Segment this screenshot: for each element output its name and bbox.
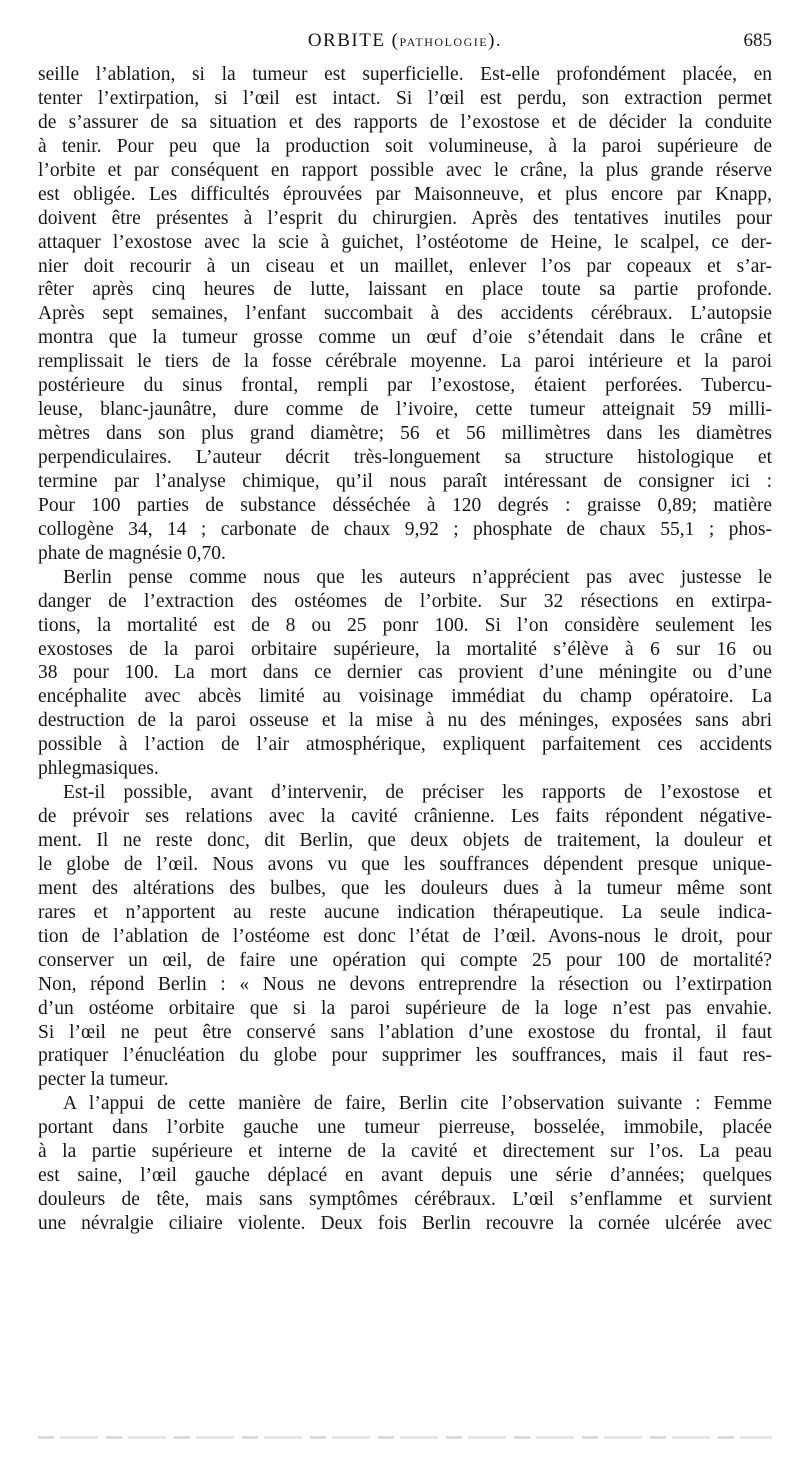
text-line: tion de l’ablation de l’ostéome est donc l’état de l’œil. Avons-nous le droit, pour [38, 925, 772, 947]
text-line: leuse, blanc-jaunâtre, dure comme de l’ivoire, cette tumeur atteignait 59 milli- [38, 399, 772, 421]
text-line: seille l’ablation, si la tumeur est superficielle. Est-elle profondément placée, en [38, 64, 772, 85]
running-header [38, 30, 772, 60]
text-line: termine par l’analyse chimique, qu’il nous paraît intéressant de consigner ici : [38, 470, 772, 492]
text-line: Après sept semaines, l’enfant succombait à des accidents cérébraux. L’autopsie [38, 303, 772, 325]
text-line: postérieure du sinus frontal, rempli par l’exostose, étaient perforées. Tubercu- [38, 375, 772, 397]
running-title-main: ORBITE ( [307, 30, 400, 51]
text-line: collogène 34, 14 ; carbonate de chaux 9,92 ; phosphate de chaux 55,1 ; phos- [38, 518, 772, 540]
text-line: Si l’œil ne peut être conservé sans l’ablation d’une exostose du frontal, il faut [38, 1021, 772, 1043]
running-title [38, 30, 772, 52]
text-line: le globe de l’œil. Nous avons vu que les souffrances dépendent presque unique- [38, 853, 772, 875]
text-line: possible à l’action de l’air atmosphérique, expliquent parfaitement ces accidents [38, 734, 772, 756]
text-line: destruction de la paroi osseuse et la mise à nu des méninges, exposées sans abri [38, 710, 772, 732]
text-line: ment des altérations des bulbes, que les douleurs dues à la tumeur même sont [38, 877, 772, 899]
text-line: rêter après cinq heures de lutte, laissant en place toute sa partie profonde. [38, 279, 772, 301]
text-line: à la partie supérieure et interne de la cavité et directement sur l’os. La peau [38, 1141, 772, 1163]
text-line: doivent être présentes à l’esprit du chirurgien. Après des tentatives inutiles pour [38, 207, 772, 229]
text-line: ment. Il ne reste donc, dit Berlin, que deux objets de traitement, la douleur et [38, 830, 772, 851]
text-line: douleurs de tête, mais sans symptômes cérébraux. L’œil s’enflamme et survient [38, 1189, 772, 1211]
text-line: de prévoir ses relations avec la cavité crânienne. Les faits répondent négative- [38, 806, 772, 828]
text-line: attaquer l’exostose avec la scie à guichet, l’ostéotome de Heine, le scalpel, ce der- [38, 231, 772, 253]
text-line: est saine, l’œil gauche déplacé en avant depuis une série d’années; quelques [38, 1165, 772, 1187]
text-line: montra que la tumeur grosse comme un œuf d’oie s’étendait dans le crâne et [38, 327, 772, 349]
text-line: de s’assurer de sa situation et des rapports de l’exostose et de décider la conduite [38, 111, 772, 133]
text-line: d’un ostéome orbitaire que si la paroi supérieure de la loge n’est pas envahie. [38, 997, 772, 1019]
text-line: Non, répond Berlin : « Nous ne devons entreprendre la résection ou l’extirpation [38, 973, 772, 995]
text-line: est obligée. Les difficultés éprouvées par Maisonneuve, et plus encore par Knapp, [38, 183, 772, 205]
text-line: Est-il possible, avant d’intervenir, de préciser les rapports de l’exostose et [63, 782, 772, 804]
page-number: 685 [743, 30, 772, 51]
text-line: rares et n’apportent au reste aucune indication thérapeutique. La seule indica- [38, 901, 772, 923]
text-line: pecter la tumeur. [38, 1069, 169, 1091]
text-line: portant dans l’orbite gauche une tumeur pierreuse, bosselée, immobile, placée [38, 1117, 772, 1139]
text-line: Berlin pense comme nous que les auteurs n’apprécient pas avec justesse le [63, 566, 772, 588]
text-line: danger de l’extraction des ostéomes de l’orbite. Sur 32 résections en extirpa- [38, 590, 772, 612]
text-line: l’orbite et par conséquent en rapport possible avec le crâne, la plus grande réserve [38, 159, 772, 181]
text-line: une névralgie ciliaire violente. Deux fois Berlin recouvre la cornée ulcérée avec [38, 1213, 772, 1234]
text-line: tions, la mortalité est de 8 ou 25 ponr 100. Si l’on considère seulement les [38, 614, 772, 636]
text-line: A l’appui de cette manière de faire, Berlin cite l’observation suivante : Femme [63, 1093, 772, 1115]
text-line: perpendiculaires. L’auteur décrit très-longuement sa structure histologique et [38, 447, 772, 468]
text-line: tenter l’extirpation, si l’œil est intact. Si l’œil est perdu, son extraction permet [38, 87, 772, 109]
body-text [38, 63, 772, 1236]
text-line: à tenir. Pour peu que la production soit volumineuse, à la paroi supérieure de [38, 135, 772, 157]
text-line: Pour 100 parties de substance désséchée à 120 degrés : graisse 0,89; matière [38, 494, 772, 516]
text-line: 38 pour 100. La mort dans ce dernier cas provient d’une méningite ou d’une [38, 662, 772, 684]
text-line: phate de magnésie 0,70. [38, 542, 226, 564]
text-line: exostoses de la paroi orbitaire supérieure, la mortalité s’élève à 6 sur 16 ou [38, 638, 772, 660]
running-title-subtitle: PATHOLOGIE [399, 35, 489, 49]
text-line: pratiquer l’énucléation du globe pour supprimer les souffrances, mais il faut res- [38, 1045, 772, 1067]
bottom-print-bleed [38, 1436, 772, 1439]
text-line: nier doit recourir à un ciseau et un maillet, enlever l’os par copeaux et s’ar- [38, 255, 772, 277]
running-title-end: ). [488, 30, 503, 51]
text-line: encéphalite avec abcès limité au voisinage immédiat du champ opératoire. La [38, 686, 772, 708]
text-line: phlegmasiques. [38, 758, 159, 780]
text-line: mètres dans son plus grand diamètre; 56 et 56 millimètres dans les diamètres [38, 423, 772, 445]
text-line: conserver un œil, de faire une opération qui compte 25 pour 100 de mortalité? [38, 949, 772, 971]
text-line: remplissait le tiers de la fosse cérébrale moyenne. La paroi intérieure et la paroi [38, 351, 772, 373]
